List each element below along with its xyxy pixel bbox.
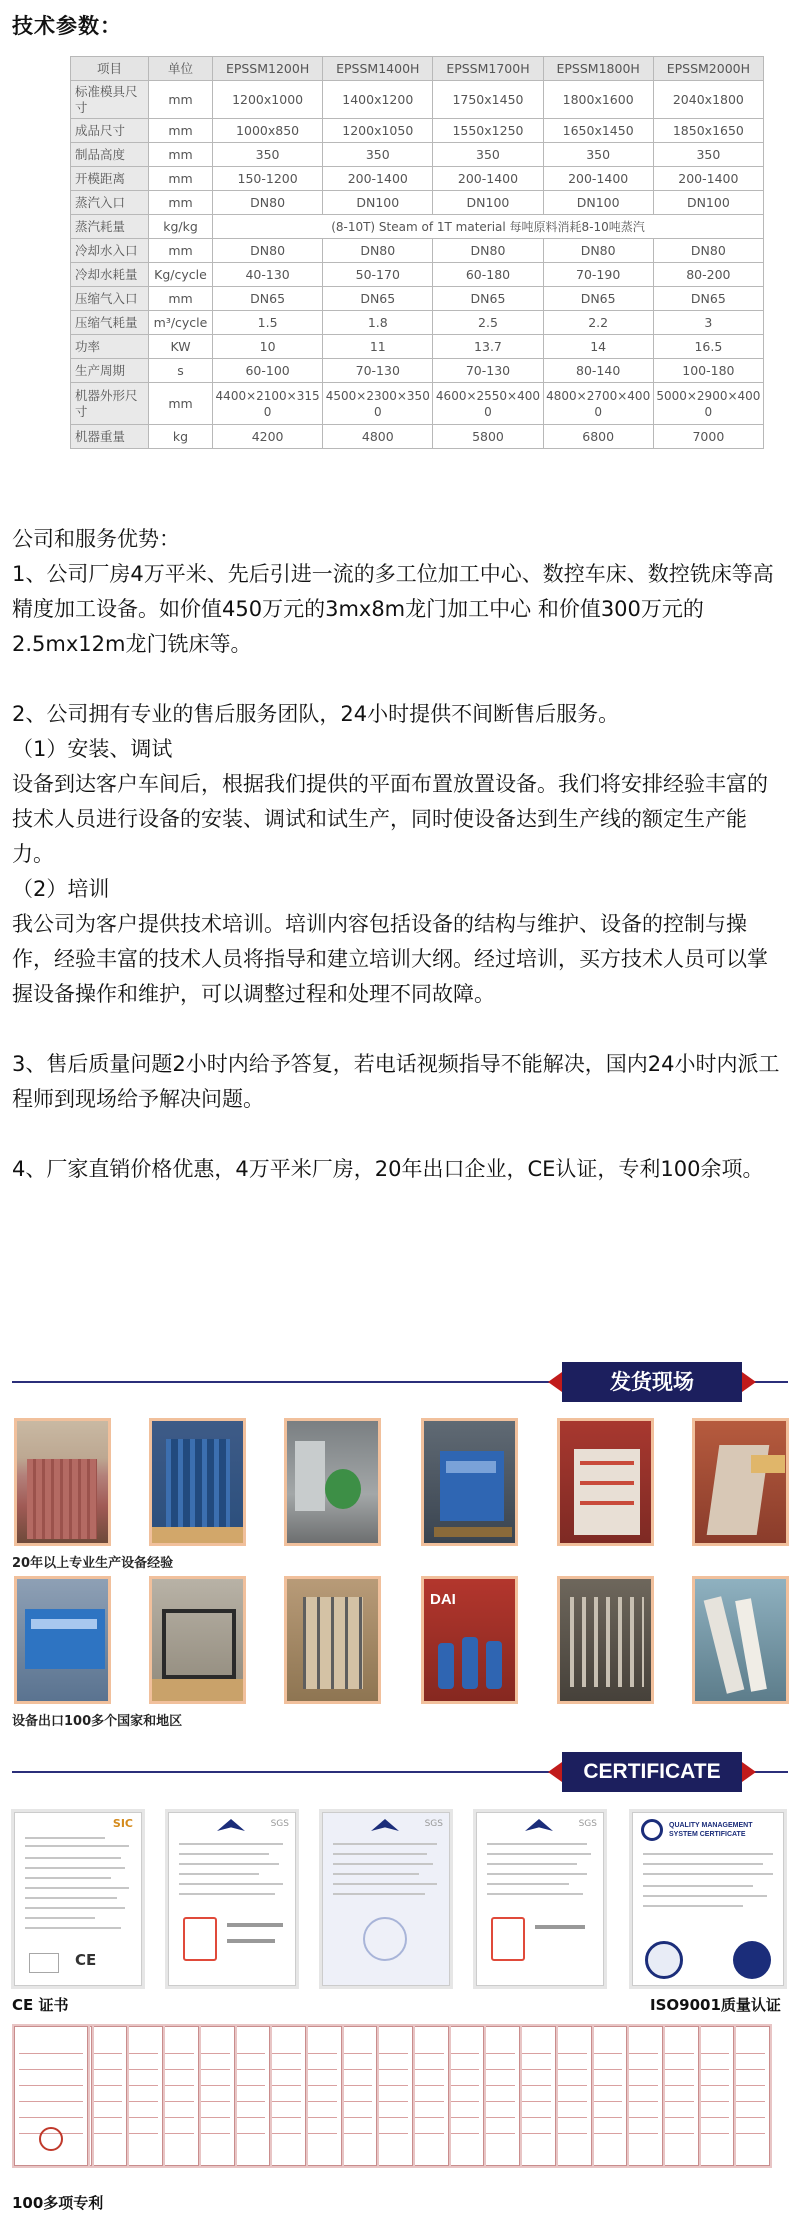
spec-cell: 70-130 <box>433 359 543 383</box>
spec-cell: 16.5 <box>653 335 763 359</box>
spec-row-unit: kg <box>149 425 213 449</box>
advantage-3: 3、售后质量问题2小时内给予答复，若电话视频指导不能解决，国内24小时内派工程师到现场给予解决问题。 <box>12 1052 780 1111</box>
ce-mark-icon: CE <box>75 1951 97 1969</box>
spec-header-row <box>71 57 764 81</box>
spec-row-label: 蒸汽入口 <box>71 191 149 215</box>
spec-cell: 40-130 <box>213 263 323 287</box>
spec-cell: 200-1400 <box>433 167 543 191</box>
shipping-photo <box>421 1576 518 1704</box>
spec-row <box>71 215 764 239</box>
spec-row-label: 冷却水耗量 <box>71 263 149 287</box>
shipping-photo <box>14 1576 111 1704</box>
spec-header-cell: EPSSM2000H <box>653 57 763 81</box>
spec-row-label: 成品尺寸 <box>71 119 149 143</box>
spec-cell: 350 <box>433 143 543 167</box>
spec-cell: DN80 <box>323 239 433 263</box>
spec-cell: 80-140 <box>543 359 653 383</box>
patent-certificate-document <box>621 2026 663 2166</box>
spec-cell: 14 <box>543 335 653 359</box>
spec-cell: 100-180 <box>653 359 763 383</box>
spec-table <box>70 56 764 449</box>
spec-row-span-value: (8-10T) Steam of 1T material 每吨原料消耗8-10吨蒸汽 <box>213 215 764 239</box>
spec-row-label: 冷却水入口 <box>71 239 149 263</box>
patent-certificate-document <box>300 2026 342 2166</box>
spec-cell: DN65 <box>653 287 763 311</box>
spec-cell: DN100 <box>323 191 433 215</box>
spec-cell: DN80 <box>213 191 323 215</box>
spec-cell: 1000x850 <box>213 119 323 143</box>
shipping-photo <box>692 1418 789 1546</box>
spec-cell: 60-100 <box>213 359 323 383</box>
spec-row <box>71 287 764 311</box>
spec-row-label: 压缩气耗量 <box>71 311 149 335</box>
spec-cell: 350 <box>543 143 653 167</box>
advantage-2-sub2-text: 我公司为客户提供技术培训。培训内容包括设备的结构与维护、设备的控制与操作，经验丰富的技术人员将指导和建立培训大纲。经过培训，买方技术人员可以掌握设备操作和维护，可以调整过程和处理不同故障。 <box>12 912 768 1006</box>
spec-row-unit: mm <box>149 143 213 167</box>
spec-cell: 350 <box>213 143 323 167</box>
spec-header-cell: EPSSM1700H <box>433 57 543 81</box>
spec-cell: 4800×2700×4000 <box>543 383 653 425</box>
spec-row-label: 蒸汽耗量 <box>71 215 149 239</box>
banner-arrow-right-icon <box>742 1372 756 1392</box>
spec-row-unit: mm <box>149 167 213 191</box>
banner-arrow-left-icon <box>548 1372 562 1392</box>
iso-certificate-caption: ISO9001质量认证 <box>650 1996 781 2014</box>
spec-row <box>71 119 764 143</box>
advantages-heading: 公司和服务优势： <box>12 527 180 551</box>
advantage-1: 1、公司厂房4万平米、先后引进一流的多工位加工中心、数控车床、数控铣床等高精度加工设备。如价值450万元的3mx8m龙门加工中心 和价值300万元的2.5mx12m龙门铣床等。 <box>12 562 774 656</box>
advantage-2-sub1-text: 设备到达客户车间后，根据我们提供的平面布置放置设备。我们将安排经验丰富的技术人员进行设备的安装、调试和试生产，同时使设备达到生产线的额定生产能力。 <box>12 772 768 866</box>
spec-cell: 4400×2100×3150 <box>213 383 323 425</box>
spec-table-wrap <box>70 56 764 449</box>
spec-cell: DN65 <box>213 287 323 311</box>
ce-certificate-caption: CE 证书 <box>12 1996 69 2014</box>
patent-certificate-document <box>514 2026 556 2166</box>
shipping-caption-2: 设备出口100多个国家和地区 <box>12 1714 183 1729</box>
shipping-photo <box>284 1576 381 1704</box>
spec-header-cell: EPSSM1400H <box>323 57 433 81</box>
spec-cell: 1800x1600 <box>543 81 653 119</box>
spec-row-label: 压缩气入口 <box>71 287 149 311</box>
patent-certificate-document <box>14 2026 88 2166</box>
cert-logo-sgs: SGS <box>424 1819 443 1829</box>
spec-cell: 1200x1000 <box>213 81 323 119</box>
spec-cell: 200-1400 <box>653 167 763 191</box>
spec-row-unit: mm <box>149 191 213 215</box>
spec-row-unit: m³/cycle <box>149 311 213 335</box>
spec-cell: DN65 <box>323 287 433 311</box>
spec-cell: 7000 <box>653 425 763 449</box>
patent-certificate-document <box>728 2026 770 2166</box>
spec-cell: 1.5 <box>213 311 323 335</box>
patent-certificate-document <box>264 2026 306 2166</box>
spec-cell: 4600×2550×4000 <box>433 383 543 425</box>
spec-cell: 1200x1050 <box>323 119 433 143</box>
spec-cell: 150-1200 <box>213 167 323 191</box>
spec-row <box>71 191 764 215</box>
spec-row-label: 开模距离 <box>71 167 149 191</box>
spec-row-label: 制品高度 <box>71 143 149 167</box>
spec-row <box>71 383 764 425</box>
patent-certificate-document <box>157 2026 199 2166</box>
spec-row-unit: KW <box>149 335 213 359</box>
spec-row <box>71 81 764 119</box>
patent-certificate-document <box>121 2026 163 2166</box>
spec-row-unit: mm <box>149 81 213 119</box>
advantage-2-sub2-title: （2）培训 <box>12 877 110 901</box>
shipping-photo <box>692 1576 789 1704</box>
banner-arrow-left-icon <box>548 1762 562 1782</box>
sgs-certificate-document <box>168 1812 296 1986</box>
spec-cell: 4500×2300×3500 <box>323 383 433 425</box>
patent-seal-icon <box>39 2127 63 2151</box>
patent-certificate-document <box>478 2026 520 2166</box>
spec-cell: 13.7 <box>433 335 543 359</box>
spec-row-label: 机器外形尺寸 <box>71 383 149 425</box>
spec-header-cell: EPSSM1800H <box>543 57 653 81</box>
spec-cell: 1750x1450 <box>433 81 543 119</box>
spec-cell: DN80 <box>213 239 323 263</box>
spec-cell: 60-180 <box>433 263 543 287</box>
spec-cell: 6800 <box>543 425 653 449</box>
spec-cell: 2.5 <box>433 311 543 335</box>
advantage-2-sub1-title: （1）安装、调试 <box>12 737 173 761</box>
sgs-certificate-document <box>476 1812 604 1986</box>
spec-cell: 350 <box>653 143 763 167</box>
cert-logo-sic: SIC <box>112 1817 133 1830</box>
spec-cell: 70-190 <box>543 263 653 287</box>
spec-cell: DN100 <box>543 191 653 215</box>
spec-cell: 4200 <box>213 425 323 449</box>
spec-cell: DN80 <box>543 239 653 263</box>
spec-cell: 4800 <box>323 425 433 449</box>
spec-row-unit: s <box>149 359 213 383</box>
spec-cell: DN65 <box>433 287 543 311</box>
advantage-2: 2、公司拥有专业的售后服务团队，24小时提供不间断售后服务。 <box>12 702 620 726</box>
iso9001-certificate-document <box>632 1812 784 1986</box>
spec-cell: 70-130 <box>323 359 433 383</box>
iso-seal-icon <box>645 1941 683 1979</box>
spec-cell: DN65 <box>543 287 653 311</box>
spec-row-unit: mm <box>149 383 213 425</box>
spec-row-unit: mm <box>149 119 213 143</box>
spec-cell: 5000×2900×4000 <box>653 383 763 425</box>
spec-row-label: 生产周期 <box>71 359 149 383</box>
spec-row-label: 机器重量 <box>71 425 149 449</box>
spec-cell: DN80 <box>433 239 543 263</box>
shipping-banner <box>12 1362 788 1402</box>
spec-row-label: 标准模具尺寸 <box>71 81 149 119</box>
spec-row <box>71 311 764 335</box>
shipping-banner-title: 发货现场 <box>562 1362 742 1402</box>
spec-cell: 2040x1800 <box>653 81 763 119</box>
spec-cell: 1400x1200 <box>323 81 433 119</box>
spec-cell: 200-1400 <box>543 167 653 191</box>
spec-cell: 200-1400 <box>323 167 433 191</box>
patent-certificate-document <box>657 2026 699 2166</box>
iso-logo-icon <box>641 1819 663 1841</box>
spec-cell: 10 <box>213 335 323 359</box>
spec-row <box>71 167 764 191</box>
shipping-caption-1: 20年以上专业生产设备经验 <box>12 1556 174 1571</box>
spec-cell: DN100 <box>653 191 763 215</box>
patent-certificate-document <box>193 2026 235 2166</box>
patent-certificate-document <box>407 2026 449 2166</box>
spec-heading: 技术参数： <box>12 14 122 38</box>
spec-cell: DN80 <box>653 239 763 263</box>
spec-cell: DN100 <box>433 191 543 215</box>
shipping-photo <box>284 1418 381 1546</box>
spec-row-unit: kg/kg <box>149 215 213 239</box>
iaf-seal-icon <box>733 1941 771 1979</box>
spec-cell: 1550x1250 <box>433 119 543 143</box>
spec-cell: 50-170 <box>323 263 433 287</box>
spec-cell: 1.8 <box>323 311 433 335</box>
spec-row <box>71 263 764 287</box>
spec-header-cell: EPSSM1200H <box>213 57 323 81</box>
spec-cell: 80-200 <box>653 263 763 287</box>
container-label: DAI <box>430 1591 456 1608</box>
spec-cell: 350 <box>323 143 433 167</box>
spec-row <box>71 143 764 167</box>
spec-cell: 5800 <box>433 425 543 449</box>
certificate-banner-title: CERTIFICATE <box>562 1752 742 1792</box>
shipping-photo <box>149 1576 246 1704</box>
cert-logo-sgs: SGS <box>578 1819 597 1829</box>
ce-certificate-document <box>14 1812 142 1986</box>
sgs-certificate-document <box>322 1812 450 1986</box>
spec-header-cell: 单位 <box>149 57 213 81</box>
spec-cell: 3 <box>653 311 763 335</box>
spec-row <box>71 239 764 263</box>
certificate-banner <box>12 1752 788 1792</box>
spec-table-body <box>71 81 764 449</box>
spec-header-cell: 项目 <box>71 57 149 81</box>
spec-row-unit: Kg/cycle <box>149 263 213 287</box>
iso-cert-title: QUALITY MANAGEMENT SYSTEM CERTIFICATE <box>669 1822 753 1838</box>
advantage-4: 4、厂家直销价格优惠，4万平米厂房，20年出口企业，CE认证，专利100余项。 <box>12 1157 764 1181</box>
advantages-section <box>12 522 788 1187</box>
patent-certificate-document <box>371 2026 413 2166</box>
shipping-photo <box>557 1576 654 1704</box>
spec-row-unit: mm <box>149 239 213 263</box>
spec-cell: 1850x1650 <box>653 119 763 143</box>
banner-arrow-right-icon <box>742 1762 756 1782</box>
spec-row-unit: mm <box>149 287 213 311</box>
cert-logo-sgs: SGS <box>270 1819 289 1829</box>
patent-caption: 100多项专利 <box>12 2194 104 2212</box>
spec-row <box>71 335 764 359</box>
shipping-photo <box>557 1418 654 1546</box>
spec-row-label: 功率 <box>71 335 149 359</box>
shipping-photo <box>421 1418 518 1546</box>
shipping-photo <box>14 1418 111 1546</box>
spec-cell: 11 <box>323 335 433 359</box>
spec-cell: 1650x1450 <box>543 119 653 143</box>
spec-row <box>71 359 764 383</box>
patent-certificate-document <box>550 2026 592 2166</box>
spec-cell: 2.2 <box>543 311 653 335</box>
shipping-photo <box>149 1418 246 1546</box>
spec-row <box>71 425 764 449</box>
